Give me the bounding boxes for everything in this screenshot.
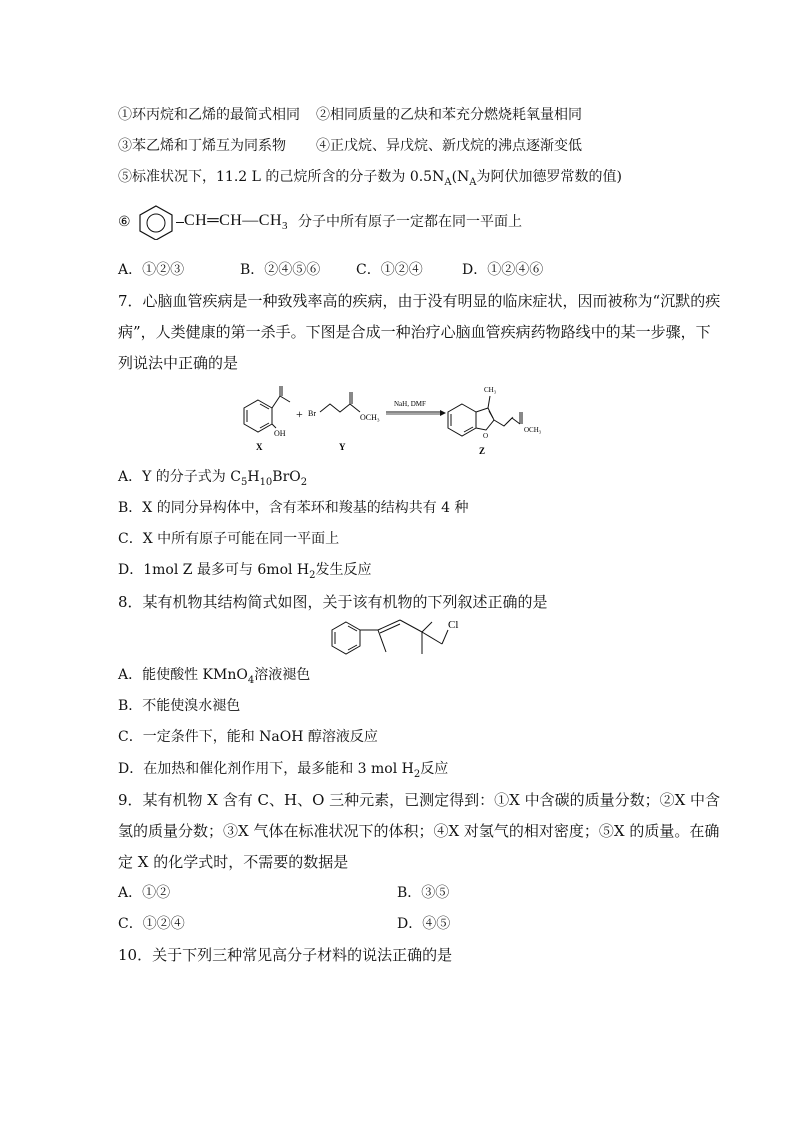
q8-structure — [326, 614, 476, 662]
q7-reaction-scheme — [236, 382, 566, 462]
bond-line — [176, 222, 184, 223]
q6-item-row-1 — [118, 106, 582, 124]
q9-option-c: C．①②④ — [118, 916, 185, 932]
q6-option-d: D．①②④⑥ — [462, 262, 544, 278]
q8-option-c: C．一定条件下，能和 NaOH 醇溶液反应 — [118, 729, 378, 745]
label-z: Z — [479, 446, 486, 456]
q6-options — [118, 261, 543, 279]
q7-stem-line-2: 病”，人类健康的第一杀手。下图是合成一种治疗心脑血管疾病药物路线中的某一步骤，下 — [118, 323, 711, 341]
q6-option-c: C．①②④ — [356, 262, 423, 278]
q9-stem-line-3: 定 X 的化学式时，不需要的数据是 — [118, 853, 349, 871]
molecule-z — [448, 386, 542, 456]
molecule-y — [308, 392, 380, 452]
q7-stem-line-3: 列说法中正确的是 — [118, 354, 239, 372]
q6-item-2: ②相同质量的乙炔和苯充分燃烧耗氧量相同 — [316, 107, 582, 123]
plus-sign: + — [296, 407, 303, 421]
q6-item-3: ③苯乙烯和丁烯互为同系物 — [118, 138, 286, 154]
q7-option-c: C．X 中所有原子可能在同一平面上 — [118, 531, 340, 547]
oh-label: OH — [274, 429, 286, 438]
q6-option-a: A．①②③ — [118, 262, 185, 278]
och3-y-label: OCH₃ — [360, 413, 380, 422]
reaction-arrow — [386, 400, 446, 416]
q10-stem: 10．关于下列三种常见高分子材料的说法正确的是 — [118, 946, 453, 964]
och3-z-label: OCH₃ — [524, 426, 542, 434]
q8-stem: 8．某有机物其结构简式如图，关于该有机物的下列叙述正确的是 — [118, 593, 548, 611]
benzene-ring-icon — [136, 204, 176, 240]
q9-stem-line-2: 氢的质量分数；③X 气体在标准状况下的体积；④X 对氢气的相对密度；⑤X 的质量。在确 — [118, 822, 720, 840]
q6-item-6-text: 分子中所有原子一定都在同一平面上 — [298, 214, 522, 230]
ring-o-label: O — [483, 432, 489, 440]
q8-option-d: D．在加热和催化剂作用下，最多能和 3 mol $H_2$反应 — [118, 761, 449, 780]
q6-item-6-formula: $CH═CH—CH_3$ — [184, 212, 289, 233]
q6-item-5: ⑤标准状况下，11.2 L 的己烷所含的分子数为 $0.5N_A(N_A$为阿伏加德罗常数的值) — [118, 169, 622, 188]
label-y: Y — [339, 442, 346, 452]
q8-option-b: B．不能使溴水褪色 — [118, 698, 241, 714]
q9-option-b: B．③⑤ — [397, 885, 450, 901]
reagent-label: NaH, DMF — [394, 400, 426, 408]
cl-label: Cl — [448, 619, 459, 631]
q6-item-1: ①环丙烷和乙烯的最简式相同 — [118, 107, 300, 123]
q6-item-4: ④正戊烷、异戊烷、新戊烷的沸点逐渐变低 — [316, 138, 582, 154]
q7-option-b: B．X 的同分异构体中，含有苯环和羧基的结构共有 4 种 — [118, 500, 469, 516]
q7-option-d: D．1mol Z 最多可与 6mol $H_2$发生反应 — [118, 562, 372, 581]
q9-stem-line-1: 9．某有机物 X 含有 C、H、O 三种元素，已测定得到：①X 中含碳的质量分数；②X 中含 — [118, 791, 721, 809]
q6-item-row-2 — [118, 137, 582, 155]
ch3-label: CH₃ — [484, 386, 497, 394]
molecule-x — [244, 386, 290, 452]
q7-stem-line-1: 7．心脑血管疾病是一种致残率高的疾病，由于没有明显的临床症状，因而被称为“沉默的疾 — [118, 292, 721, 310]
q8-option-a: A．能使酸性 KMnO$_4$溶液褪色 — [118, 667, 311, 686]
q7-option-a: A．Y 的分子式为 $C_5H_{10}BrO_2$ — [118, 469, 308, 488]
q6-option-b: B．②④⑤⑥ — [240, 262, 321, 278]
q9-option-d: D．④⑤ — [397, 916, 451, 932]
q6-item-6-number: ⑥ — [118, 214, 131, 230]
br-label: Br — [308, 409, 316, 418]
q9-option-a: A．①② — [118, 885, 171, 901]
label-x: X — [256, 442, 263, 452]
